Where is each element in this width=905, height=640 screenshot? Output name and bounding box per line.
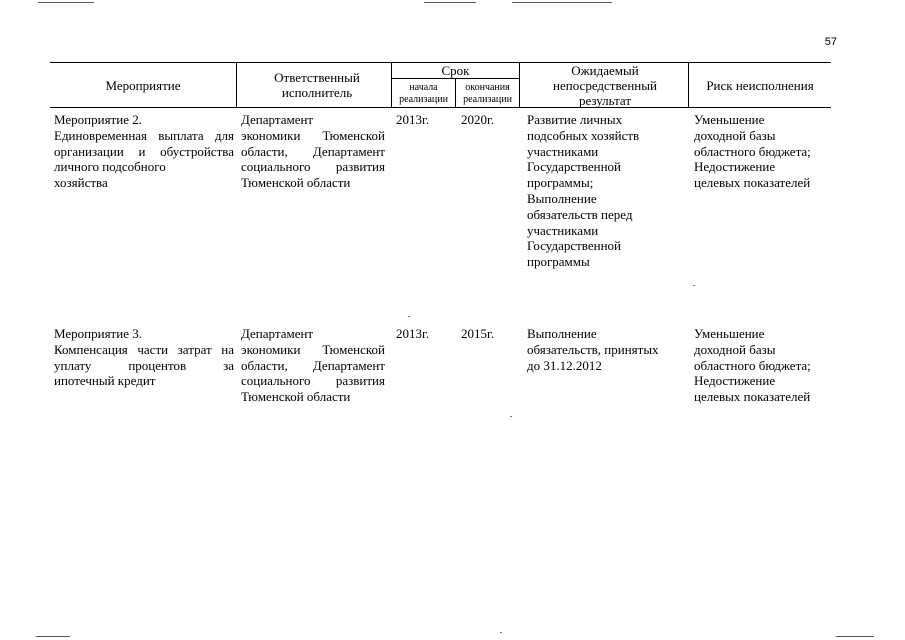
row1-measure	[54, 112, 234, 191]
scan-artifact-line	[36, 636, 70, 637]
row1-executor	[241, 112, 385, 191]
text-line: Выполнение	[527, 190, 597, 206]
row2-risk	[694, 326, 832, 405]
header-result: Ожидаемый непосредственный результат	[553, 62, 657, 108]
text-line: личного подсобного	[54, 159, 166, 175]
header-term: Срок	[441, 63, 470, 78]
scan-artifact-line	[836, 636, 874, 637]
row2-end: 2015г.	[461, 326, 495, 341]
text-line: Департамент	[241, 112, 314, 127]
row1-end: 2020г.	[461, 112, 495, 127]
text-line: Мероприятие 3.	[54, 326, 142, 341]
text-line: обязательств, принятых	[527, 341, 659, 357]
header-executor: Ответственный исполнитель	[274, 70, 360, 100]
scan-speck	[510, 416, 512, 417]
text-line: целевых показателей	[694, 175, 811, 191]
text-line: Уменьшение	[694, 112, 765, 127]
text-line: хозяйства	[54, 175, 108, 191]
text-line: уплату процентов за	[54, 357, 234, 373]
row1-result	[527, 112, 683, 270]
text-line: программы	[527, 254, 590, 270]
text-line: Недостижение	[694, 373, 776, 389]
text-line: до 31.12.2012	[527, 357, 602, 373]
column-divider	[519, 62, 520, 107]
text-line: областного бюджета;	[694, 143, 811, 159]
text-line: Департамент	[241, 326, 314, 341]
text-line: Единовременная выплата для	[54, 127, 234, 143]
text-line: области, Департамент	[241, 357, 385, 373]
header-term-end: окончания реализации	[463, 81, 512, 105]
text-line: Государственной	[527, 238, 622, 254]
text-line: Тюменской области	[241, 175, 351, 191]
text-line: областного бюджета;	[694, 357, 811, 373]
row2-start: 2013г.	[396, 326, 430, 341]
text-line: Тюменской области	[241, 389, 351, 405]
text-line: доходной базы	[694, 127, 776, 143]
page-number: 57	[824, 36, 837, 48]
row2-measure	[54, 326, 234, 389]
text-line: Мероприятие 2.	[54, 112, 142, 127]
row1-start: 2013г.	[396, 112, 430, 127]
row2-executor	[241, 326, 385, 405]
scan-speck	[500, 632, 502, 633]
text-line: Развитие личных	[527, 112, 623, 127]
header-term-start: начала реализации	[399, 81, 448, 105]
header-measure: Мероприятие	[105, 77, 181, 93]
text-line: экономики Тюменской	[241, 341, 385, 357]
row2-result	[527, 326, 683, 373]
text-line: участниками	[527, 143, 599, 159]
scan-artifact-line	[512, 2, 612, 3]
text-line: Компенсация части затрат на	[54, 341, 234, 357]
text-line: организации и обустройства	[54, 143, 234, 159]
text-line: области, Департамент	[241, 143, 385, 159]
text-line: социального развития	[241, 373, 385, 389]
text-line: экономики Тюменской	[241, 127, 385, 143]
text-line: обязательств перед	[527, 206, 633, 222]
text-line: участниками	[527, 222, 599, 238]
scan-artifact-line	[424, 2, 476, 3]
header-bottom-border	[50, 107, 831, 108]
column-divider	[236, 62, 237, 107]
text-line: доходной базы	[694, 341, 776, 357]
text-line: ипотечный кредит	[54, 373, 156, 389]
scan-artifact-line	[38, 2, 94, 3]
text-line: социального развития	[241, 159, 385, 175]
text-line: Уменьшение	[694, 326, 765, 341]
text-line: целевых показателей	[694, 389, 811, 405]
text-line: программы;	[527, 175, 594, 191]
row1-risk	[694, 112, 832, 191]
text-line: Недостижение	[694, 159, 776, 175]
header-risk: Риск неисполнения	[706, 77, 814, 93]
text-line: Государственной	[527, 159, 622, 175]
scan-speck	[693, 285, 695, 286]
text-line: подсобных хозяйств	[527, 127, 640, 143]
scan-speck	[408, 316, 410, 317]
text-line: Выполнение	[527, 326, 597, 341]
